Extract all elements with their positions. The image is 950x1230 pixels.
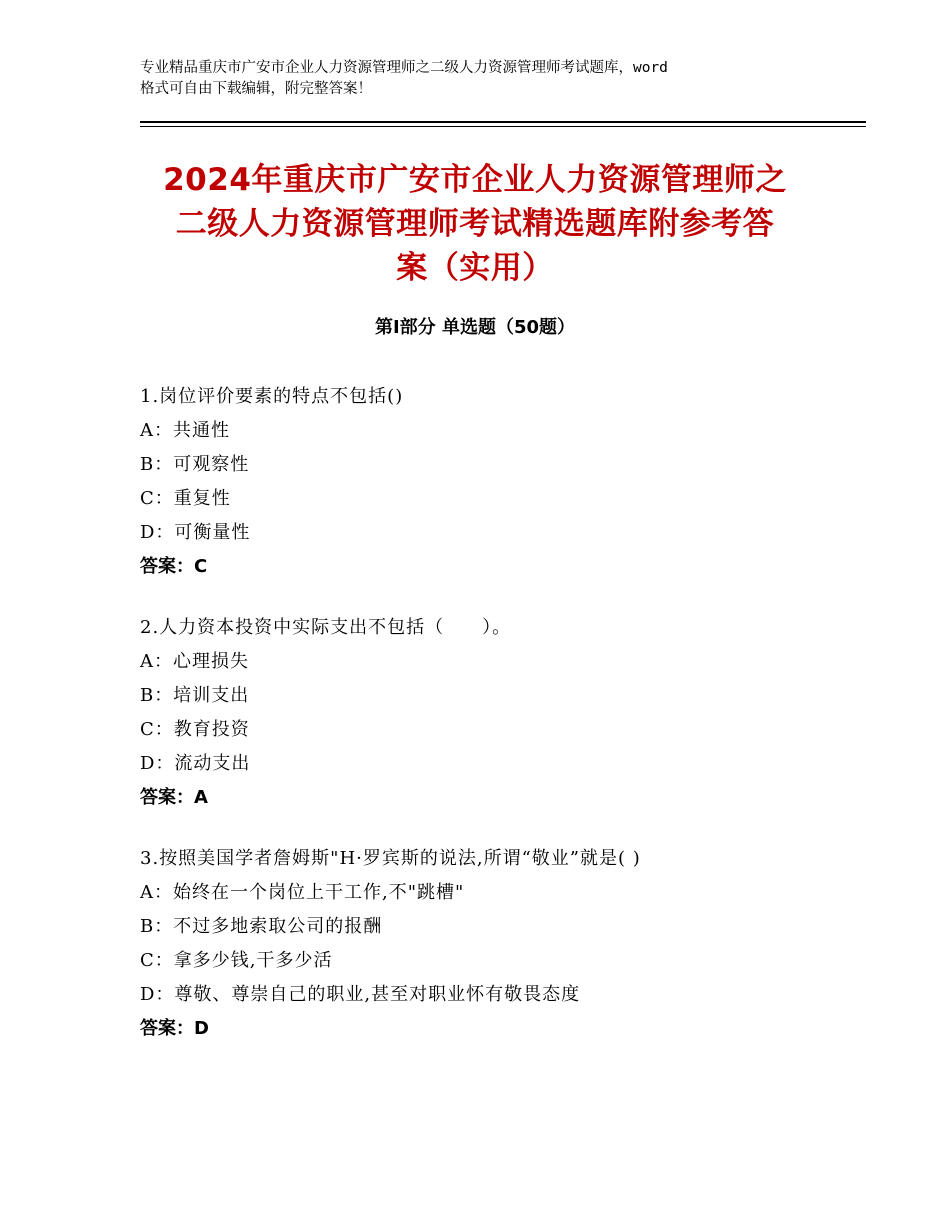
document-title-line-2: 二级人力资源管理师考试精选题库附参考答 [175,206,775,242]
option-b: B：培训支出 [140,685,250,706]
option-b: B：不过多地索取公司的报酬 [140,916,383,937]
option-d: D：可衡量性 [140,522,251,543]
answer-label: 答案：C [140,556,208,577]
question-list [140,380,860,1073]
option-c: C：重复性 [140,488,231,509]
header-note-line-1: 专业精品重庆市广安市企业人力资源管理师之二级人力资源管理师考试题库，word [140,60,668,76]
question-stem: 1.岗位评价要素的特点不包括() [140,386,404,407]
option-a: A：共通性 [140,420,230,441]
option-b: B：可观察性 [140,454,250,475]
question-1 [140,380,860,584]
question-2 [140,611,860,815]
option-c: C：教育投资 [140,719,250,740]
answer-label: 答案：D [140,1018,209,1039]
question-stem: 3.按照美国学者詹姆斯"H·罗宾斯的说法,所谓“敬业”就是( ) [140,848,641,869]
option-d: D：尊敬、尊崇自己的职业,甚至对职业怀有敬畏态度 [140,984,581,1005]
option-a: A：心理损失 [140,651,249,672]
header-note-line-2: 格式可自由下载编辑，附完整答案！ [140,81,372,97]
option-c: C：拿多少钱,干多少活 [140,950,333,971]
question-stem: 2.人力资本投资中实际支出不包括（ ）。 [140,617,512,638]
header-divider-thick [140,121,866,123]
answer-label: 答案：A [140,787,208,808]
option-d: D：流动支出 [140,753,251,774]
header-note [140,58,830,100]
section-title: 第Ⅰ部分 单选题（50题） [374,317,575,338]
header-divider-thin [140,126,866,127]
option-a: A：始终在一个岗位上干工作,不"跳槽" [140,882,465,903]
question-3 [140,842,860,1046]
document-title [120,158,830,290]
document-title-line-1: 2024年重庆市广安市企业人力资源管理师之 [163,162,787,198]
document-title-line-3: 案（实用） [396,250,554,286]
